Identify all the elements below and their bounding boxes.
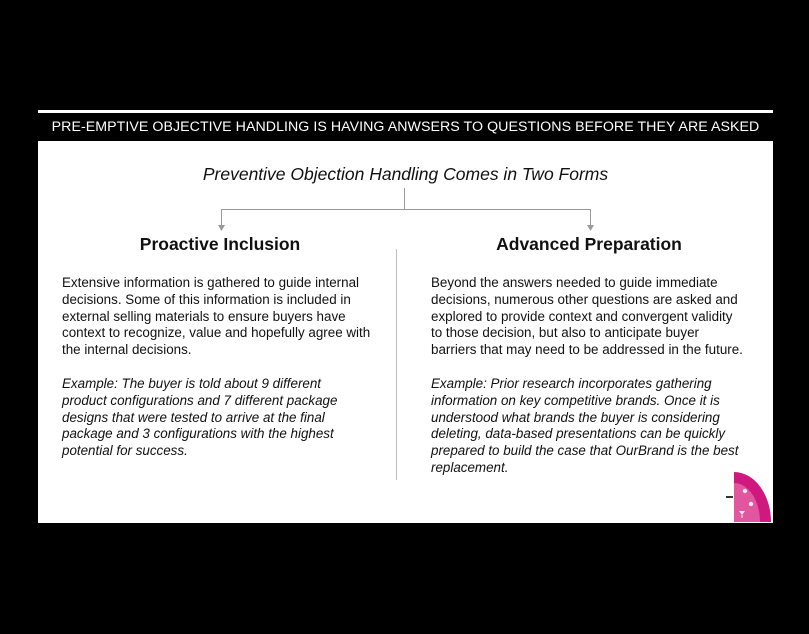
text-line: prepared to build the case that OurBrand is the best <box>431 443 739 459</box>
text-line: context to recognize, value and hopefully agree with <box>62 325 371 341</box>
text-line: package and 3 configurations with the highest <box>62 426 334 442</box>
top-rule <box>38 110 773 113</box>
text-line: product configurations and 7 different package <box>62 392 338 408</box>
text-line: to those decision, but also to anticipate buyer <box>431 325 699 341</box>
proactive-description <box>62 275 382 359</box>
proactive-example <box>62 376 382 460</box>
text-line: designs that were tested to arrive at the final <box>62 409 325 425</box>
text-line: replacement. <box>431 459 509 475</box>
banner-title: PRE-EMPTIVE OBJECTIVE HANDLING IS HAVING ANWSERS TO QUESTIONS BEFORE THEY ARE ASKED <box>51 119 760 135</box>
arrow-right-icon <box>587 225 594 231</box>
advanced-description <box>431 275 756 359</box>
text-line: decisions, numerous other questions are asked and <box>431 291 738 307</box>
arrow-left-icon <box>218 225 225 231</box>
branch-connector <box>38 141 773 241</box>
text-line: the internal decisions. <box>62 342 192 358</box>
text-line: potential for success. <box>62 443 188 459</box>
text-line: Example: Prior research incorporates gathering <box>431 376 712 391</box>
text-line: explored to provide context and convergent validity <box>431 308 733 324</box>
text-line: Example: The buyer is told about 9 different <box>62 376 322 391</box>
column-divider <box>396 249 397 480</box>
text-line: information on key competitive brands. Once it is <box>431 392 720 408</box>
content-panel <box>38 141 773 523</box>
advanced-example <box>431 376 756 477</box>
text-line: understood what brands the buyer is considering <box>431 409 720 425</box>
subtitle: Preventive Objection Handling Comes in Two Forms <box>202 164 609 184</box>
text-line: external selling materials to ensure buyers have <box>62 308 346 324</box>
text-line: decisions. Some of this information is included in <box>62 291 351 307</box>
text-line: barriers that may need to be addressed in the future. <box>431 342 743 358</box>
text-line: Beyond the answers needed to guide immediate <box>431 275 718 290</box>
magenta-quarter-circle-logo-icon <box>726 471 773 523</box>
heading-advanced-preparation: Advanced Preparation <box>496 234 682 254</box>
heading-proactive-inclusion: Proactive Inclusion <box>139 234 301 254</box>
text-line: deleting, data-based presentations can be quickly <box>431 426 726 442</box>
text-line: Extensive information is gathered to guide internal <box>62 275 360 290</box>
